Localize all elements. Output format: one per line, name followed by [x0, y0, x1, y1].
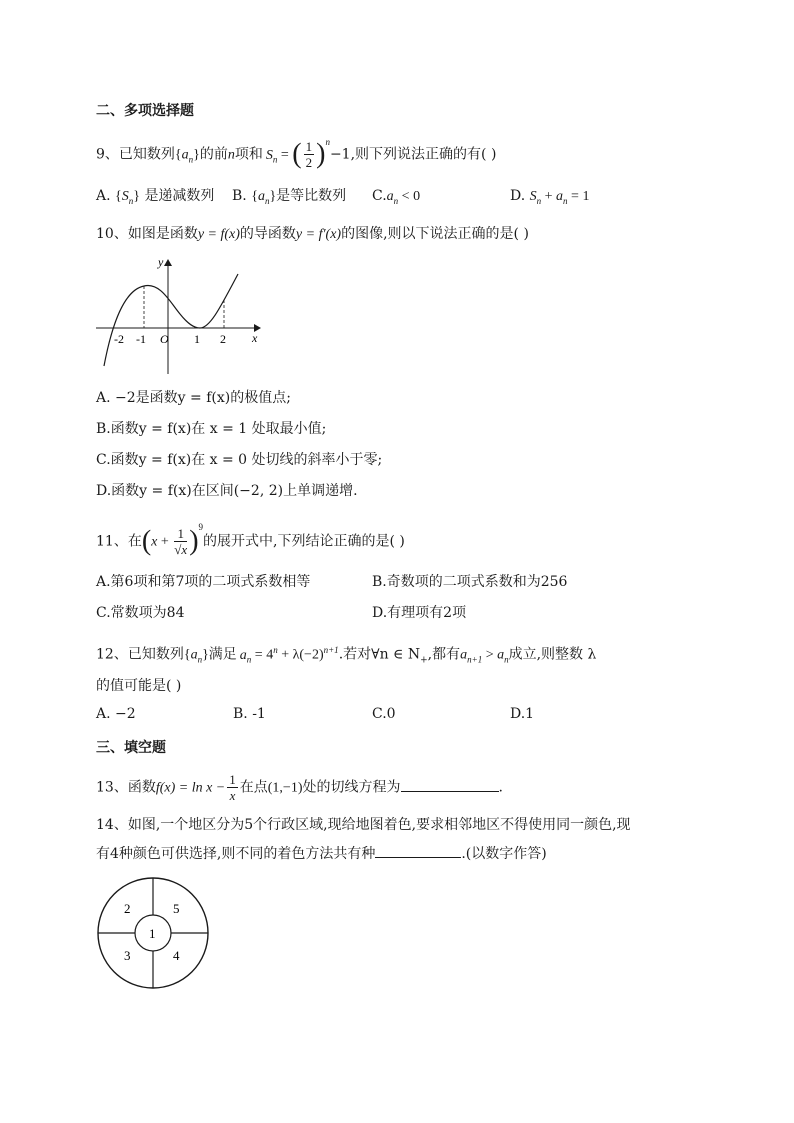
fraction-one-over-x: $\frac{1}{x}$	[229, 772, 236, 803]
q12-line-2: 的值可能是( )	[96, 678, 182, 694]
question-11-stem: 11、在(x + $\frac{1}{√x}$ )$^9$的展开式中,下列结论正确的是( )	[96, 521, 405, 557]
q9-option-d: D. $S_n + a_n = 1$	[510, 188, 590, 206]
q9-option-a: A. $\{S_n\}$ 是递减数列	[96, 188, 215, 206]
tick-label-1: 1	[194, 332, 200, 346]
question-12-stem: 12、已知数列$\{a_n\}$满足 $a_n = 4^n + \lambda(-2)^{n+1}$.若对∀n ∈ $N_+$,都有$a_{n+1} > a_n$成立,则整数 λ	[96, 645, 597, 666]
region-label-1: 1	[149, 926, 156, 941]
q13-answer-blank[interactable]	[401, 791, 499, 792]
question-9-stem: 9、已知数列$\{a_n\}$的前n项和 $S_n$ = ( $\frac{1}{2}$ )$^n$−1,则下列说法正确的有( )	[96, 136, 497, 170]
region-label-3: 3	[124, 948, 131, 963]
fraction-one-half: $\frac{1}{2}$	[305, 139, 313, 170]
q12-option-b: B. -1	[233, 706, 266, 722]
q11-option-d: D.有理项有2项	[372, 605, 467, 621]
section-heading-fill-in: 三、填空题	[96, 740, 166, 756]
q10-option-a: A. −2是函数y = f(x)的极值点;	[96, 390, 291, 406]
tick-label-minus-1: -1	[136, 332, 146, 346]
q10-option-b: B.函数y = f(x)在 x = 1 处取最小值;	[96, 421, 327, 437]
q11-option-b: B.奇数项的二项式系数和为256	[372, 574, 568, 590]
question-14-line-2: 有4种颜色可供选择,则不同的着色方法共有种 .(以数字作答)	[96, 846, 547, 862]
q12-option-c: C.0	[372, 706, 396, 722]
region-map-diagram	[96, 876, 212, 992]
q9-option-b: B. $\{a_n\}$是等比数列	[232, 188, 347, 206]
origin-label: O	[160, 332, 169, 346]
fraction-one-over-root-x: $\frac{1}{√x}$	[174, 526, 188, 557]
q14-answer-blank[interactable]	[375, 857, 461, 858]
derivative-graph	[92, 254, 268, 378]
q12-option-d: D.1	[510, 706, 535, 722]
q10-option-c: C.函数y = f(x)在 x = 0 处切线的斜率小于零;	[96, 452, 383, 468]
q12-option-a: A. −2	[96, 706, 136, 722]
question-10-stem: 10、如图是函数y = f(x)的导函数y = f′(x)的图像,则以下说法正确的是( )	[96, 226, 529, 242]
question-13-stem: 13、函数f(x) = ln x − $\frac{1}{x}$ 在点(1,−1)处的切线方程为 .	[96, 772, 503, 803]
region-label-4: 4	[173, 948, 180, 963]
tick-label-minus-2: -2	[114, 332, 124, 346]
x-axis-label: x	[252, 331, 258, 345]
derivative-curve	[104, 274, 238, 366]
question-14-line-1: 14、如图,一个地区分为5个行政区域,现给地图着色,要求相邻地区不得使用同一颜色,现	[96, 817, 631, 833]
q9-option-c: $C.a_n < 0$	[372, 188, 421, 206]
q11-option-a: A.第6项和第7项的二项式系数相等	[96, 574, 311, 590]
region-label-5: 5	[173, 901, 180, 916]
q11-option-c: C.常数项为84	[96, 605, 185, 621]
region-label-2: 2	[124, 901, 131, 916]
section-heading-multiple-choice: 二、多项选择题	[96, 103, 194, 119]
tick-label-2: 2	[220, 332, 226, 346]
y-axis-label: y	[158, 255, 164, 269]
q10-option-d: D.函数y = f(x)在区间(−2, 2)上单调递增.	[96, 483, 358, 499]
